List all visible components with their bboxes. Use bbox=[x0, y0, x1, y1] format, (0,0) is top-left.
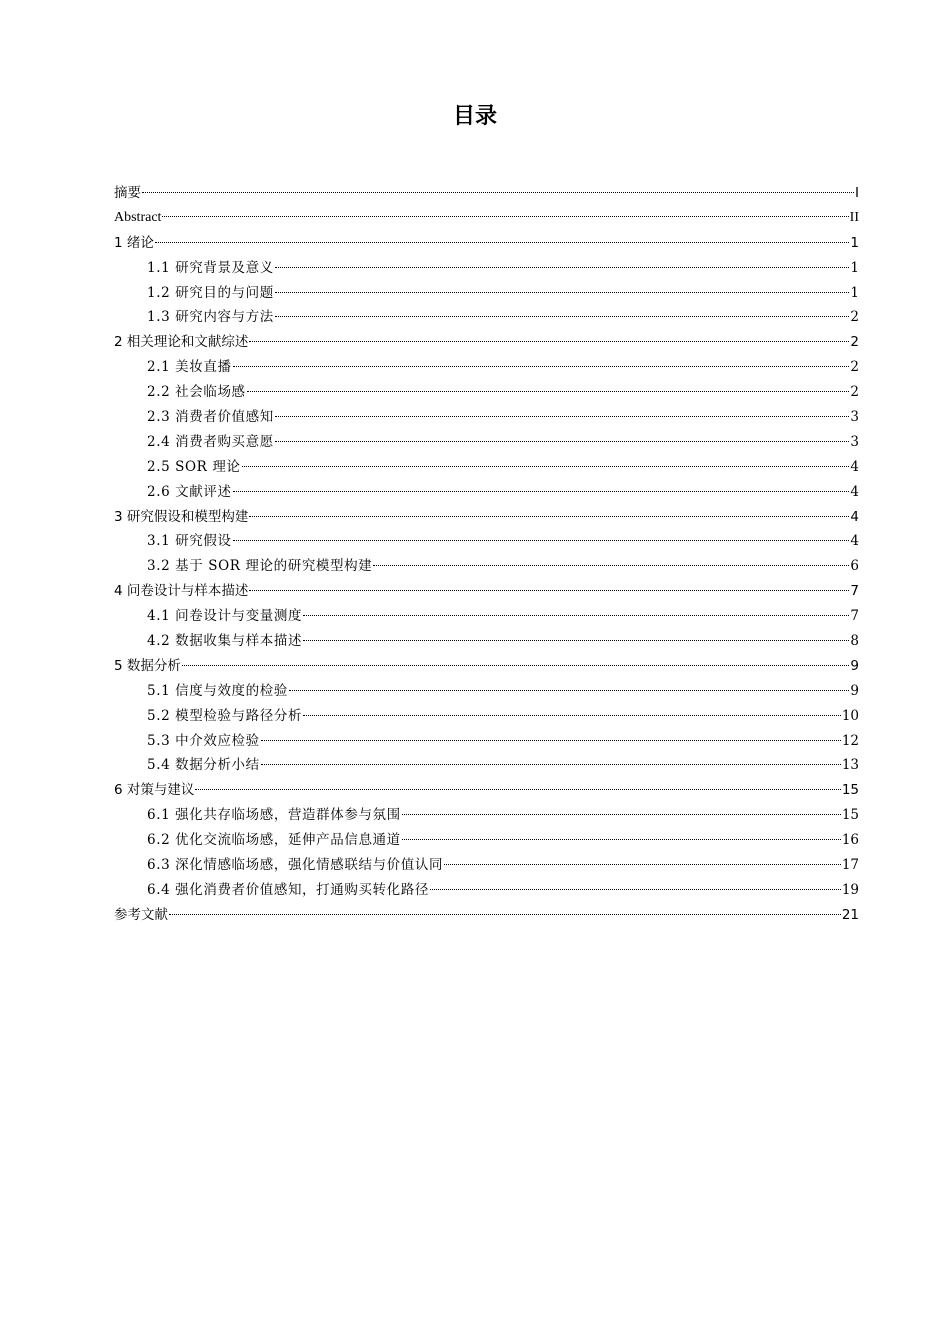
toc-entry[interactable] bbox=[114, 878, 859, 903]
toc-entry-label: 1.3 研究内容与方法 bbox=[147, 309, 274, 326]
toc-entry[interactable] bbox=[114, 405, 859, 430]
toc-entry-page-number: 9 bbox=[850, 657, 859, 674]
toc-entry-page-number: 4 bbox=[850, 508, 859, 525]
toc-entry-page-number: 17 bbox=[841, 857, 859, 874]
toc-dot-leader bbox=[275, 267, 850, 268]
toc-entry-label: 2.2 社会临场感 bbox=[147, 384, 246, 401]
toc-entry-label: 4 问卷设计与样本描述 bbox=[114, 583, 249, 600]
page-title: 目录 bbox=[452, 104, 497, 129]
toc-entry-label: 5.4 数据分析小结 bbox=[147, 757, 260, 774]
toc-entry-page-number: 12 bbox=[841, 732, 859, 749]
toc-entry-label: 5.2 模型检验与路径分析 bbox=[147, 707, 303, 724]
toc-entry-page-number: 15 bbox=[841, 807, 859, 824]
toc-entry[interactable] bbox=[114, 256, 859, 281]
toc-entry[interactable] bbox=[114, 903, 859, 928]
toc-entry-page-number: 2 bbox=[850, 334, 859, 351]
toc-entry-page-number: 15 bbox=[841, 782, 859, 799]
toc-entry[interactable] bbox=[114, 579, 859, 604]
toc-dot-leader bbox=[275, 292, 850, 293]
toc-entry-label: 1 绪论 bbox=[114, 234, 154, 251]
toc-entry[interactable] bbox=[114, 828, 859, 853]
toc-entry-page-number: 1 bbox=[850, 234, 859, 251]
toc-dot-leader bbox=[444, 864, 841, 865]
toc-entry-page-number: 3 bbox=[850, 433, 859, 450]
toc-entry-page-number: 21 bbox=[841, 906, 859, 923]
toc-entry-label: 6.1 强化共存临场感，营造群体参与氛围 bbox=[147, 807, 401, 824]
toc-dot-leader bbox=[261, 764, 841, 765]
toc-entry-page-number: 8 bbox=[850, 633, 859, 650]
toc-entry[interactable] bbox=[114, 778, 859, 803]
toc-entry-label: 3.2 基于 SOR 理论的研究模型构建 bbox=[147, 558, 373, 575]
toc-entry-page-number: 3 bbox=[850, 409, 859, 426]
toc-dot-leader bbox=[430, 889, 841, 890]
toc-dot-leader bbox=[249, 516, 849, 517]
toc-entry[interactable] bbox=[114, 480, 859, 505]
toc-entry-label: 参考文献 bbox=[114, 906, 168, 923]
toc-dot-leader bbox=[182, 665, 850, 666]
toc-entry[interactable] bbox=[114, 305, 859, 330]
toc-entry-page-number: 13 bbox=[841, 757, 859, 774]
toc-dot-leader bbox=[275, 441, 850, 442]
toc-entry-label: 6 对策与建议 bbox=[114, 782, 195, 799]
toc-entry[interactable] bbox=[114, 380, 859, 405]
toc-entry[interactable] bbox=[114, 704, 859, 729]
toc-entry-label: 2.6 文献评述 bbox=[147, 483, 232, 500]
toc-entry[interactable] bbox=[114, 505, 859, 530]
toc-entry-label: 2.5 SOR 理论 bbox=[147, 458, 241, 475]
toc-entry[interactable] bbox=[114, 679, 859, 704]
toc-dot-leader bbox=[275, 416, 850, 417]
toc-entry-label: 6.2 优化交流临场感，延伸产品信息通道 bbox=[147, 832, 401, 849]
toc-entry-page-number: 6 bbox=[850, 558, 859, 575]
toc-entry[interactable] bbox=[114, 430, 859, 455]
toc-dot-leader bbox=[402, 839, 841, 840]
toc-entry-page-number: 4 bbox=[850, 483, 859, 500]
toc-dot-leader bbox=[249, 341, 849, 342]
toc-entry-label: 摘要 bbox=[114, 185, 141, 201]
toc-entry-label: 6.4 强化消费者价值感知，打通购买转化路径 bbox=[147, 881, 429, 898]
toc-entry[interactable] bbox=[114, 753, 859, 778]
toc-dot-leader bbox=[242, 466, 850, 467]
toc-dot-leader bbox=[261, 740, 841, 741]
toc-dot-leader bbox=[289, 690, 849, 691]
toc-entry-label: 6.3 深化情感临场感，强化情感联结与价值认同 bbox=[147, 857, 444, 874]
toc-dot-leader bbox=[233, 491, 850, 492]
toc-entry[interactable] bbox=[114, 803, 859, 828]
toc-entry-page-number: 10 bbox=[841, 707, 859, 724]
toc-entry[interactable] bbox=[114, 330, 859, 355]
toc-entry-page-number: 2 bbox=[850, 309, 859, 326]
toc-entry-page-number: 7 bbox=[850, 608, 859, 625]
toc-entry[interactable] bbox=[114, 529, 859, 554]
toc-dot-leader bbox=[402, 814, 841, 815]
toc-entry-label: Abstract bbox=[114, 209, 162, 225]
toc-entry-label: 3 研究假设和模型构建 bbox=[114, 508, 249, 525]
toc-entry-label: 2.3 消费者价值感知 bbox=[147, 409, 274, 426]
toc-dot-leader bbox=[303, 715, 841, 716]
toc-entry-label: 2 相关理论和文献综述 bbox=[114, 334, 249, 351]
toc-entry-page-number: 2 bbox=[850, 384, 859, 401]
toc-entry[interactable] bbox=[114, 355, 859, 380]
toc-entry-page-number: I bbox=[855, 185, 859, 201]
toc-entry[interactable] bbox=[114, 281, 859, 306]
toc-entry[interactable] bbox=[114, 853, 859, 878]
toc-entry[interactable] bbox=[114, 604, 859, 629]
toc-dot-leader bbox=[169, 914, 841, 915]
toc-entry[interactable] bbox=[114, 729, 859, 754]
toc-entry-label: 5.3 中介效应检验 bbox=[147, 732, 260, 749]
toc-entry-page-number: 9 bbox=[850, 682, 859, 699]
toc-entry-label: 2.1 美妆直播 bbox=[147, 359, 232, 376]
toc-entry-page-number: 4 bbox=[850, 458, 859, 475]
toc-entry-label: 5.1 信度与效度的检验 bbox=[147, 682, 288, 699]
toc-dot-leader bbox=[233, 366, 850, 367]
toc-dot-leader bbox=[195, 789, 840, 790]
toc-entry-label: 4.2 数据收集与样本描述 bbox=[147, 633, 303, 650]
toc-entry-label: 5 数据分析 bbox=[114, 657, 181, 674]
toc-entry[interactable] bbox=[114, 231, 859, 256]
toc-entry-page-number: 4 bbox=[850, 533, 859, 550]
toc-entry-label: 1.1 研究背景及意义 bbox=[147, 259, 274, 276]
table-of-contents bbox=[114, 181, 859, 928]
toc-entry-label: 1.2 研究目的与问题 bbox=[147, 284, 274, 301]
toc-dot-leader bbox=[162, 216, 848, 217]
toc-dot-leader bbox=[303, 615, 849, 616]
toc-entry-page-number: 7 bbox=[850, 583, 859, 600]
toc-entry-page-number: 1 bbox=[850, 259, 859, 276]
toc-dot-leader bbox=[155, 242, 850, 243]
toc-entry[interactable] bbox=[114, 206, 859, 231]
toc-dot-leader bbox=[247, 391, 850, 392]
toc-dot-leader bbox=[249, 590, 849, 591]
toc-entry-page-number: 16 bbox=[841, 832, 859, 849]
toc-entry[interactable] bbox=[114, 181, 859, 206]
toc-dot-leader bbox=[303, 640, 849, 641]
toc-dot-leader bbox=[373, 565, 849, 566]
toc-entry-page-number: 1 bbox=[850, 284, 859, 301]
toc-dot-leader bbox=[233, 540, 850, 541]
toc-entry-label: 4.1 问卷设计与变量测度 bbox=[147, 608, 303, 625]
toc-entry-page-number: 2 bbox=[850, 359, 859, 376]
toc-dot-leader bbox=[142, 192, 854, 193]
toc-entry[interactable] bbox=[114, 455, 859, 480]
toc-entry-page-number: 19 bbox=[841, 881, 859, 898]
toc-entry[interactable] bbox=[114, 554, 859, 579]
toc-entry-label: 2.4 消费者购买意愿 bbox=[147, 433, 274, 450]
toc-dot-leader bbox=[275, 316, 850, 317]
toc-entry[interactable] bbox=[114, 654, 859, 679]
toc-entry-label: 3.1 研究假设 bbox=[147, 533, 232, 550]
toc-entry[interactable] bbox=[114, 629, 859, 654]
toc-entry-page-number: II bbox=[849, 209, 859, 225]
